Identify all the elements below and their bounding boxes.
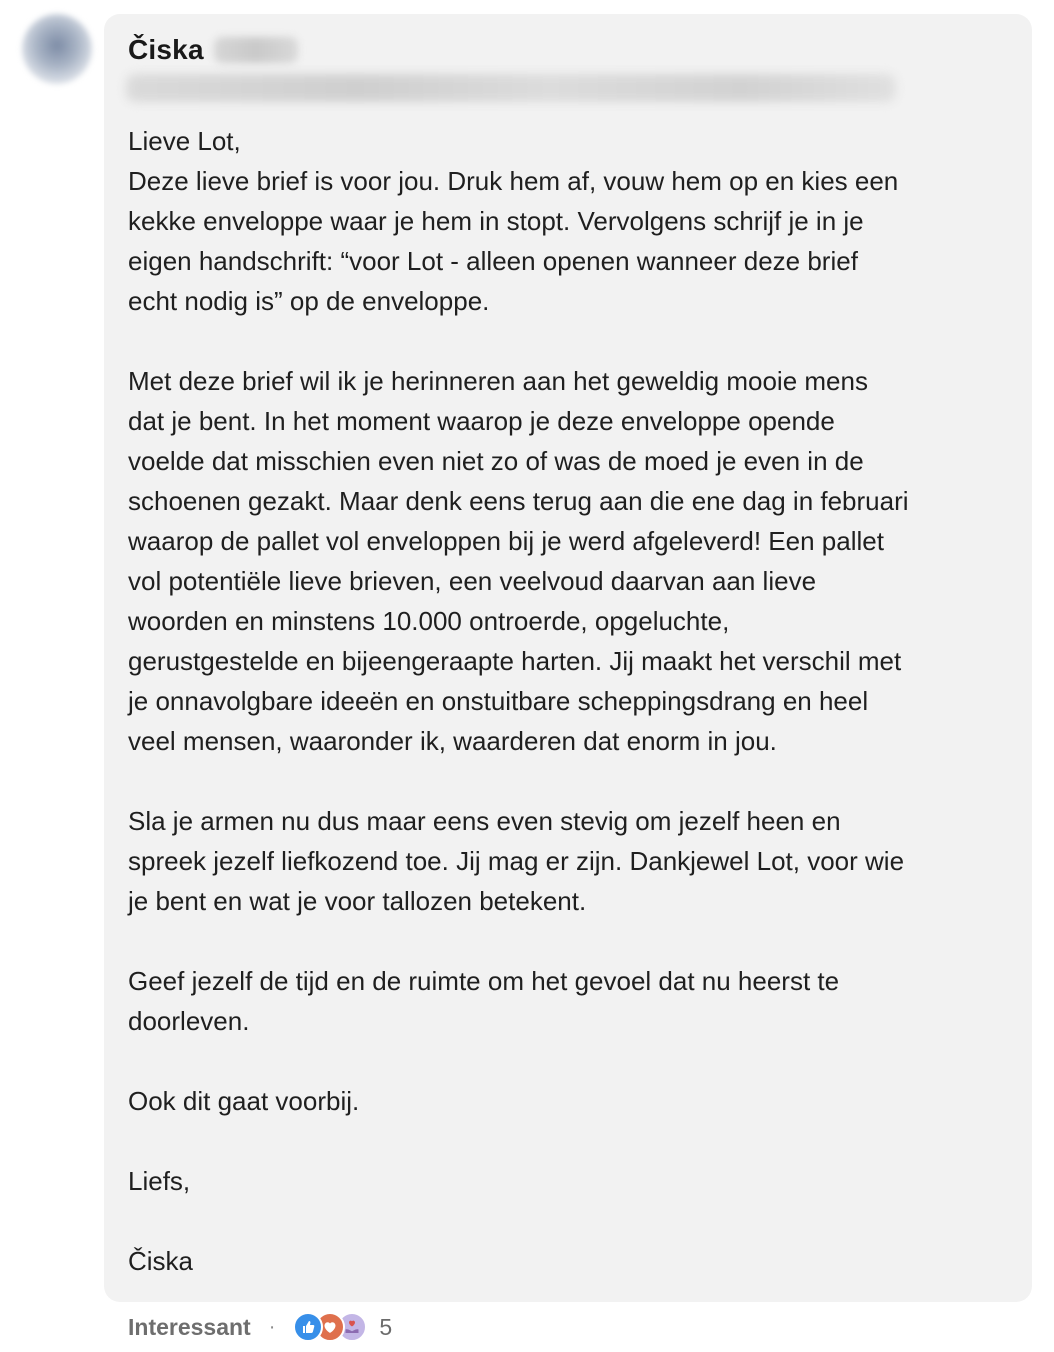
text-line: spreek jezelf liefkozend toe. Jij mag er zijn. Dankjewel Lot, voor wie <box>128 846 905 876</box>
paragraph-3 <box>128 801 1008 921</box>
paragraph-6 <box>128 1161 1008 1201</box>
author-row <box>128 34 298 66</box>
text-line: Liefs, <box>128 1166 191 1196</box>
paragraph-4 <box>128 961 1008 1041</box>
reaction-count[interactable]: 5 <box>379 1313 393 1340</box>
author-headline-redacted <box>126 74 896 102</box>
text-line: je onnavolgbare ideeën en onstuitbare scheppingsdrang en heel <box>128 686 869 716</box>
signature-line: Čiska <box>128 1246 194 1276</box>
text-line: schoenen gezakt. Maar denk eens terug aan die ene dag in februari <box>128 486 909 516</box>
text-line: Deze lieve brief is voor jou. Druk hem af, vouw hem op en kies een <box>128 166 899 196</box>
reaction-icons[interactable] <box>293 1312 367 1342</box>
text-line: echt nodig is” op de enveloppe. <box>128 286 490 316</box>
text-line: Geef jezelf de tijd en de ruimte om het gevoel dat nu heerst te <box>128 966 840 996</box>
author-name[interactable]: Čiska <box>128 34 204 65</box>
text-line: Lieve Lot, <box>128 126 241 156</box>
text-line: waarop de pallet vol enveloppen bij je werd afgeleverd! Een pallet <box>128 526 884 556</box>
paragraph-1 <box>128 121 1008 321</box>
text-line: woorden en minstens 10.000 ontroerde, opgeluchte, <box>128 606 730 636</box>
text-line: gerustgestelde en bijeengeraapte harten. Jij maakt het verschil met <box>128 646 902 676</box>
text-line: je bent en wat je voor tallozen betekent. <box>128 886 587 916</box>
author-avatar[interactable] <box>22 14 92 84</box>
text-line: vol potentiële lieve brieven, een veelvoud daarvan aan lieve <box>128 566 817 596</box>
separator-dot: · <box>268 1315 276 1338</box>
comment-body <box>128 121 1008 1321</box>
text-line: veel mensen, waaronder ik, waarderen dat enorm in jou. <box>128 726 777 756</box>
comment-footer <box>128 1310 392 1344</box>
text-line: kekke enveloppe waar je hem in stopt. Vervolgens schrijf je in je <box>128 206 864 236</box>
text-line: doorleven. <box>128 1006 250 1036</box>
author-surname-redacted <box>214 37 298 63</box>
paragraph-7 <box>128 1241 1008 1281</box>
text-line: voelde dat misschien even niet zo of was de moed je even in de <box>128 446 864 476</box>
text-line: eigen handschrift: “voor Lot - alleen openen wanneer deze brief <box>128 246 858 276</box>
text-line: Ook dit gaat voorbij. <box>128 1086 360 1116</box>
comment-bubble <box>104 14 1032 1302</box>
paragraph-2 <box>128 361 1008 761</box>
react-button[interactable]: Interessant <box>128 1313 251 1340</box>
text-line: dat je bent. In het moment waarop je deze enveloppe opende <box>128 406 835 436</box>
paragraph-5 <box>128 1081 1008 1121</box>
text-line: Met deze brief wil ik je herinneren aan het geweldig mooie mens <box>128 366 868 396</box>
text-line: Sla je armen nu dus maar eens even stevig om jezelf heen en <box>128 806 841 836</box>
